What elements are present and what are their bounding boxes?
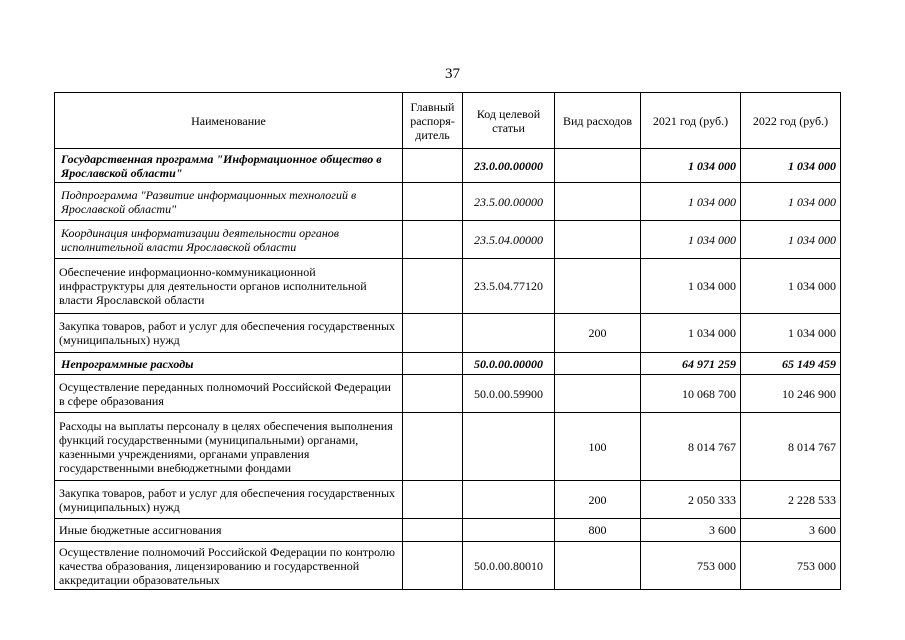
header-name: Наименование xyxy=(55,93,403,149)
cell-administrator xyxy=(403,375,463,413)
cell-expense-type xyxy=(555,542,641,590)
cell-administrator xyxy=(403,413,463,481)
cell-year-2021: 8 014 767 xyxy=(641,413,741,481)
table-row xyxy=(55,375,841,413)
cell-name: Иные бюджетные ассигнования xyxy=(55,519,403,542)
cell-year-2021: 2 050 333 xyxy=(641,481,741,519)
cell-name: Координация информатизации деятельности органов исполнительной власти Ярославской области xyxy=(55,221,403,259)
table-row xyxy=(55,221,841,259)
cell-year-2021: 10 068 700 xyxy=(641,375,741,413)
cell-name: Осуществление переданных полномочий Российской Федерации в сфере образования xyxy=(55,375,403,413)
header-administrator: Главный распоря-дитель xyxy=(403,93,463,149)
cell-year-2022: 2 228 533 xyxy=(741,481,841,519)
cell-target-code xyxy=(463,481,555,519)
table-row xyxy=(55,542,841,590)
cell-year-2022: 1 034 000 xyxy=(741,149,841,183)
table-row xyxy=(55,183,841,221)
cell-year-2022: 753 000 xyxy=(741,542,841,590)
cell-name: Расходы на выплаты персоналу в целях обеспечения выполнения функций государственными (муниципальными) органами, казенными учреждениями, органами управления государственными внебюджетными фондами xyxy=(55,413,403,481)
budget-table xyxy=(54,92,841,590)
cell-year-2021: 64 971 259 xyxy=(641,353,741,375)
cell-expense-type: 200 xyxy=(555,481,641,519)
cell-name: Непрограммные расходы xyxy=(55,353,403,375)
page-number: 37 xyxy=(445,66,460,82)
cell-expense-type xyxy=(555,353,641,375)
cell-year-2022: 8 014 767 xyxy=(741,413,841,481)
table-row xyxy=(55,353,841,375)
cell-name: Обеспечение информационно-коммуникационной инфраструктуры для деятельности органов исполнительной власти Ярославской области xyxy=(55,259,403,314)
cell-name: Закупка товаров, работ и услуг для обеспечения государственных (муниципальных) нужд xyxy=(55,314,403,353)
cell-administrator xyxy=(403,149,463,183)
cell-year-2021: 753 000 xyxy=(641,542,741,590)
header-year-2022: 2022 год (руб.) xyxy=(741,93,841,149)
table-body xyxy=(55,149,841,590)
cell-target-code: 50.0.00.59900 xyxy=(463,375,555,413)
cell-expense-type: 200 xyxy=(555,314,641,353)
cell-target-code: 23.5.04.77120 xyxy=(463,259,555,314)
cell-target-code: 23.5.00.00000 xyxy=(463,183,555,221)
cell-year-2022: 1 034 000 xyxy=(741,183,841,221)
cell-administrator xyxy=(403,353,463,375)
cell-year-2022: 65 149 459 xyxy=(741,353,841,375)
cell-target-code: 23.0.00.00000 xyxy=(463,149,555,183)
cell-target-code: 50.0.00.00000 xyxy=(463,353,555,375)
cell-target-code: 50.0.00.80010 xyxy=(463,542,555,590)
cell-target-code xyxy=(463,314,555,353)
cell-expense-type xyxy=(555,183,641,221)
cell-expense-type: 100 xyxy=(555,413,641,481)
table-row xyxy=(55,481,841,519)
cell-administrator xyxy=(403,314,463,353)
table-row xyxy=(55,259,841,314)
header-target-code: Код целевой статьи xyxy=(463,93,555,149)
cell-administrator xyxy=(403,519,463,542)
cell-year-2022: 10 246 900 xyxy=(741,375,841,413)
table-row xyxy=(55,149,841,183)
cell-administrator xyxy=(403,481,463,519)
cell-expense-type xyxy=(555,259,641,314)
cell-expense-type xyxy=(555,149,641,183)
cell-year-2021: 3 600 xyxy=(641,519,741,542)
cell-name: Подпрограмма "Развитие информационных технологий в Ярославской области" xyxy=(55,183,403,221)
header-year-2021: 2021 год (руб.) xyxy=(641,93,741,149)
cell-name: Закупка товаров, работ и услуг для обеспечения государственных (муниципальных) нужд xyxy=(55,481,403,519)
cell-name: Государственная программа "Информационное общество в Ярославской области" xyxy=(55,149,403,183)
cell-year-2022: 1 034 000 xyxy=(741,259,841,314)
cell-target-code xyxy=(463,413,555,481)
cell-year-2021: 1 034 000 xyxy=(641,221,741,259)
table-row xyxy=(55,519,841,542)
cell-expense-type xyxy=(555,375,641,413)
cell-administrator xyxy=(403,183,463,221)
cell-name: Осуществление полномочий Российской Федерации по контролю качества образования, лицензированию и государственной аккредитации образовательных xyxy=(55,542,403,590)
cell-year-2021: 1 034 000 xyxy=(641,149,741,183)
cell-administrator xyxy=(403,542,463,590)
cell-expense-type xyxy=(555,221,641,259)
cell-expense-type: 800 xyxy=(555,519,641,542)
cell-year-2022: 1 034 000 xyxy=(741,314,841,353)
table-row xyxy=(55,413,841,481)
cell-year-2021: 1 034 000 xyxy=(641,183,741,221)
header-row xyxy=(55,93,841,149)
cell-target-code xyxy=(463,519,555,542)
table-header xyxy=(55,93,841,149)
cell-year-2021: 1 034 000 xyxy=(641,259,741,314)
header-expense-type: Вид расходов xyxy=(555,93,641,149)
cell-year-2022: 1 034 000 xyxy=(741,221,841,259)
cell-year-2022: 3 600 xyxy=(741,519,841,542)
cell-administrator xyxy=(403,221,463,259)
table-row xyxy=(55,314,841,353)
cell-administrator xyxy=(403,259,463,314)
cell-target-code: 23.5.04.00000 xyxy=(463,221,555,259)
cell-year-2021: 1 034 000 xyxy=(641,314,741,353)
